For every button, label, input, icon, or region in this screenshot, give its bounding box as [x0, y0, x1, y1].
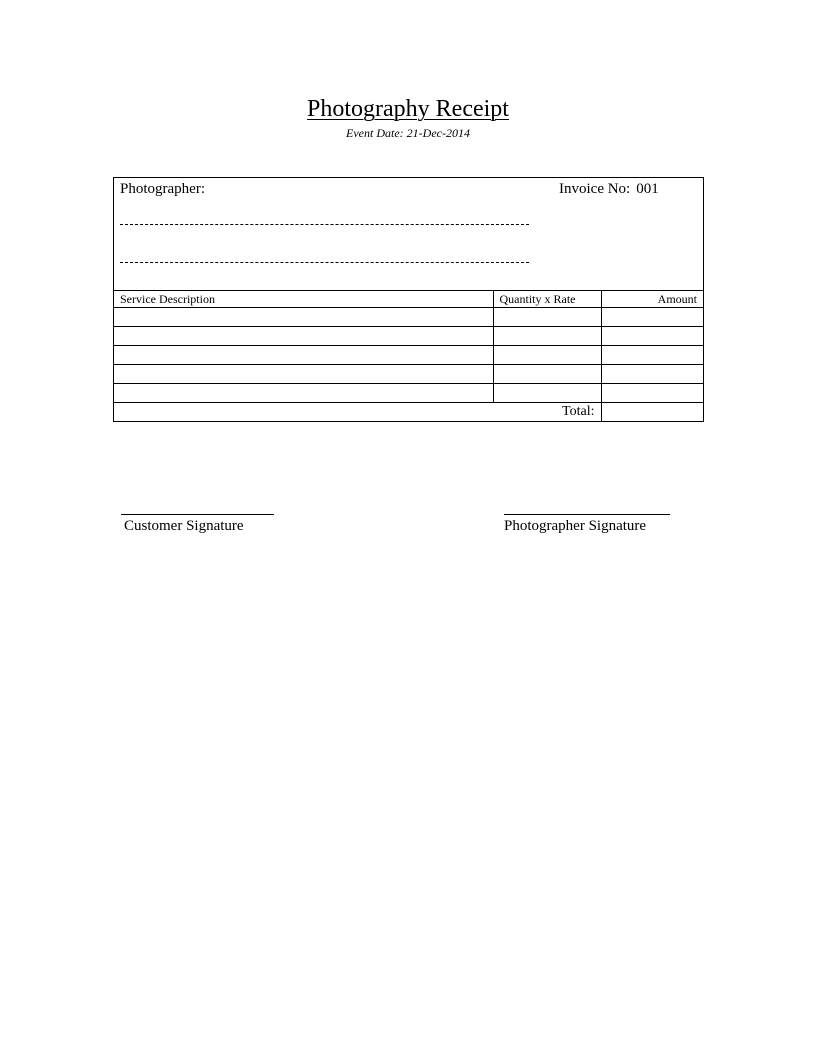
- service-table: [114, 291, 703, 421]
- cell-quantity-rate: [493, 364, 601, 383]
- cell-quantity-rate: [493, 345, 601, 364]
- invoice-label: Invoice No:: [559, 181, 631, 197]
- table-row: [114, 326, 703, 345]
- total-row: [114, 402, 703, 421]
- photographer-signature-label: Photographer Signature: [504, 518, 647, 534]
- cell-amount: [601, 364, 703, 383]
- table-row: [114, 345, 703, 364]
- cell-amount: [601, 326, 703, 345]
- column-header-description: Service Description: [114, 291, 493, 307]
- customer-signature-line: [121, 514, 274, 515]
- photographer-label: Photographer:: [120, 181, 205, 197]
- table-row: [114, 364, 703, 383]
- cell-description: [114, 326, 493, 345]
- receipt-box: [113, 177, 704, 422]
- cell-amount: [601, 383, 703, 402]
- column-header-amount: Amount: [601, 291, 703, 307]
- invoice-value: 001: [636, 181, 659, 197]
- cell-description: [114, 307, 493, 326]
- cell-description: [114, 383, 493, 402]
- receipt-header: [114, 178, 703, 291]
- cell-quantity-rate: [493, 326, 601, 345]
- photographer-address-line: [120, 262, 529, 263]
- cell-description: [114, 364, 493, 383]
- invoice-number: [559, 181, 659, 198]
- event-date: Event Date: 21-Dec-2014: [346, 126, 470, 140]
- cell-amount: [601, 307, 703, 326]
- cell-amount: [601, 345, 703, 364]
- total-value: [601, 402, 703, 421]
- photographer-signature-block: [504, 514, 670, 535]
- customer-signature-label: Customer Signature: [124, 518, 244, 534]
- photographer-name-line: [120, 224, 529, 225]
- cell-quantity-rate: [493, 383, 601, 402]
- customer-signature-block: [121, 514, 274, 535]
- cell-description: [114, 345, 493, 364]
- cell-quantity-rate: [493, 307, 601, 326]
- table-row: [114, 307, 703, 326]
- page-title: Photography Receipt: [307, 96, 509, 122]
- column-header-quantity-rate: Quantity x Rate: [493, 291, 601, 307]
- table-header-row: [114, 291, 703, 307]
- table-row: [114, 383, 703, 402]
- photographer-signature-line: [504, 514, 670, 515]
- total-label: Total:: [114, 402, 601, 421]
